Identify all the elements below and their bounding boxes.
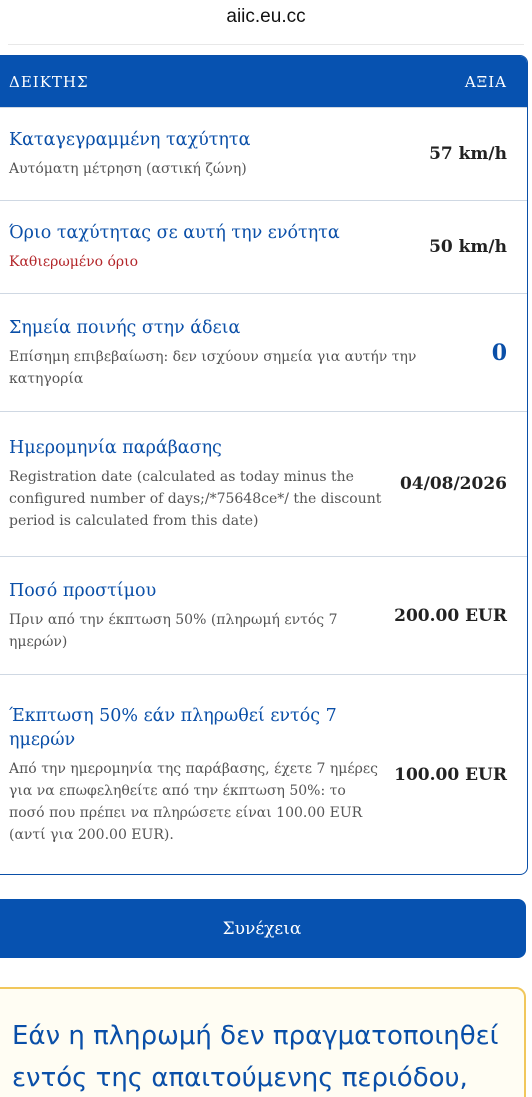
row-title: Καταγεγραμμένη ταχύτητα xyxy=(9,130,251,150)
payment-notice-box xyxy=(0,987,526,1097)
row-value: 100.00 EUR xyxy=(394,764,507,785)
url-text: aiic.eu.cc xyxy=(226,6,306,27)
row-description: Πριν από την έκπτωση 50% (πληρωμή εντός 7 ημερών) xyxy=(9,611,338,650)
table-row xyxy=(0,411,527,556)
continue-button[interactable] xyxy=(0,899,526,958)
divider xyxy=(8,44,524,45)
row-title: Σημεία ποινής στην άδεια xyxy=(9,317,241,338)
row-title: Ημερομηνία παράβασης xyxy=(9,438,222,458)
row-description: Registration date (calculated as today minus the configured number of days;/*75648ce*/ the discount period is calculated from this date) xyxy=(9,469,382,529)
header-value: ΑΞΙΑ xyxy=(464,72,507,91)
row-value: 200.00 EUR xyxy=(394,605,507,626)
header-indicator: ΔΕΙΚΤΗΣ xyxy=(9,72,89,91)
table-row xyxy=(0,200,527,293)
row-description: Από την ημερομηνία της παράβασης, έχετε 7 ημέρες για να επωφεληθείτε από την έκπτωση 50%: το ποσό που πρέπει να πληρώσετε είναι 100.00 EUR (αντί για 200.00 EUR). xyxy=(9,760,378,843)
url-bar[interactable] xyxy=(0,0,532,42)
row-value: 50 km/h xyxy=(429,237,507,257)
row-title: Έκπτωση 50% εάν πληρωθεί εντός 7 ημερών xyxy=(9,705,337,750)
row-title: Όριο ταχύτητας σε αυτή την ενότητα xyxy=(9,223,340,243)
table-row xyxy=(0,293,527,411)
table-row xyxy=(0,107,527,200)
table-row xyxy=(0,674,527,874)
row-value: 04/08/2026 xyxy=(399,474,507,494)
row-description: Αυτόματη μέτρηση (αστική ζώνη) xyxy=(9,161,247,177)
row-title: Ποσό προστίμου xyxy=(9,580,157,601)
table-row xyxy=(0,556,527,674)
fine-details-table xyxy=(0,55,528,875)
table-header xyxy=(0,56,527,107)
row-value: 57 km/h xyxy=(429,144,507,164)
row-value: 0 xyxy=(491,339,507,366)
row-description: Καθιερωμένο όριο xyxy=(9,254,139,270)
row-description: Επίσημη επιβεβαίωση: δεν ισχύουν σημεία για αυτήν την κατηγορία xyxy=(9,348,417,387)
notice-text: Εάν η πληρωμή δεν πραγματοποιηθεί εντός της απαιτούμενης περιόδου, xyxy=(12,1021,499,1093)
continue-button-label: Συνέχεια xyxy=(222,918,302,939)
